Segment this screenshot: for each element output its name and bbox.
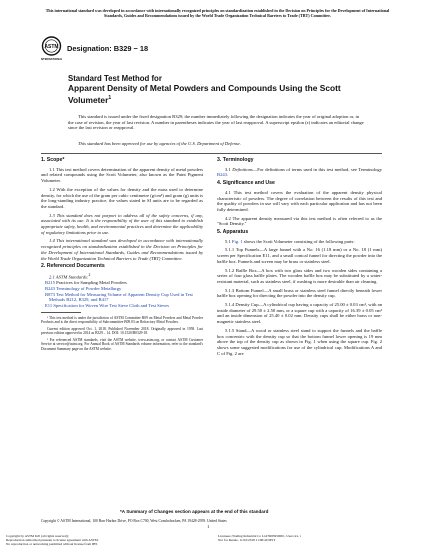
refs-intro	[41, 273, 203, 280]
left-column	[41, 158, 203, 353]
footnote-1b: Current edition approved Oct. 1, 2018. Published November 2018. Originally approved in 1958. Last previous edition approved in 2014 as B329 – 14. DOI: 10.1520/B0329-18.	[41, 326, 203, 336]
scope-heading: 1. Scope*	[41, 157, 65, 163]
ref-link-e11[interactable]: E11	[45, 303, 53, 308]
terminology-heading: 3. Terminology	[217, 157, 254, 163]
license-note-right: Licensee=Trading Industrial Co Ltd/5995950001, User=xx, r Not for Resale, 11/02/2018 11:06:40 MST	[218, 534, 301, 543]
title-line1: Standard Test Method for	[68, 74, 162, 83]
document-title-text: Apparent Density of Metal Powders and Compounds Using the Scott Volumeter	[68, 83, 341, 105]
ref-link-b243[interactable]: B243	[45, 285, 55, 291]
para-5-1-num: 5.1	[225, 238, 232, 244]
document-title	[68, 84, 378, 105]
para-3-1-num: 3.1	[225, 166, 233, 172]
para-3-1-text: —For definitions of terms used in this test method, see Terminology	[252, 166, 383, 172]
approval-note: This standard has been approved for use by agencies of the U.S. Department of Defense.	[78, 141, 241, 146]
para-4-1: 4.1 This test method covers the evaluation of the apparent density physical characteristic of powders. The degree of correlation between the results of this test and the quality of powders in use will vary with each particular application and has not been fully determined.	[217, 189, 382, 212]
ref-text: Terminology of Powder Metallurgy	[54, 285, 122, 291]
title-footnote-mark: 1	[108, 94, 112, 101]
designation: Designation: B329 − 18	[67, 44, 149, 53]
refs-intro-text: 2.1 ASTM Standards:	[49, 274, 89, 280]
para-5-1-text: shows the Scott Volumeter consisting of the following parts:	[242, 238, 355, 244]
para-3-1-end: .	[226, 172, 229, 178]
license-note-left: Copyright by ASTM Int'l (all rights reserved); Reproduction authorized pursuant to license agreement with ASTM. No reproduction or networking permitted without license from IHS	[6, 534, 99, 547]
footnote-2: ² For referenced ASTM standards, visit the ASTM website, www.astm.org, or contact ASTM Customer Service at service@astm.org. For Annual Book of ASTM Standards volume information, refer to the standard's Document Summary page on the ASTM website.	[41, 337, 203, 351]
ref-item	[41, 303, 203, 309]
ref-link-b215[interactable]: B215	[45, 280, 55, 286]
para-5-1-1: 5.1.1 Top Funnels—A large funnel with a No. 16 (1.18 mm) or a No. 18 (1 mm) screen per Specification E11, and a small conical funnel for directing the powder into the baffle box. Funnels and screen may be brass or stainless steel.	[217, 247, 382, 264]
para-5-1-5: 5.1.5 Stand—A wood or stainless steel stand to support the funnels and the baffle box concentric with the density cup so that the bottom funnel lower opening is 19 mm above the top of the density cup as shown in Fig. 1 when using the square cup. Fig. 2 shows some suggested modifications for use of the cylindrical cup. Modifications A and C of Fig. 2 are	[217, 327, 382, 356]
astm-logo-icon	[41, 36, 62, 63]
significance-heading: 4. Significance and Use	[217, 180, 275, 187]
para-5-1-4: 5.1.4 Density Cup—A cylindrical cup having a capacity of 25.00 ± 0.03 cm³, with an inside diameter of 29.50 ± 2.50 mm, or a square cup with a capacity of 16.39 ± 0.05 cm³ and an inside dimension of 25.40 ± 0.02 mm. Density cups shall be either brass or non-magnetic stainless steel.	[217, 302, 382, 325]
para-1-1: 1.1 This test method covers determination of the apparent density of metal powders and related compounds using the Scott Volumeter, also known as the Paint Pigment Volumeter.	[41, 166, 203, 184]
ref-item	[41, 292, 203, 303]
logo-subtext: INTERNATIONAL	[41, 57, 62, 61]
divider	[41, 153, 382, 154]
link-fig-1[interactable]: Fig. 1	[231, 238, 243, 244]
para-1-4: 1.4 This international standard was developed in accordance with internationally recognized principles on standardization established in the Decision on Principles for the Development of International Standards, Guides and Recommendations issued by the World Trade Organization Technical Barriers to Trade (TBT) Committee.	[41, 238, 203, 261]
ref-link-b873[interactable]: B873	[45, 291, 55, 297]
copyright-line: Copyright © ASTM International, 100 Barr Harbor Drive, PO Box C700, West Conshohocken, PA 19428-2959. United States	[41, 519, 227, 523]
ref-text: Specification for Woven Wire Test Sieve Cloth and Test Sieves	[52, 303, 170, 308]
refs-list	[41, 273, 203, 309]
link-b243[interactable]: B243	[217, 172, 227, 178]
issued-note: This standard is issued under the fixed designation B329; the number immediately following the designation indicates the year of original adoption or, in the case of revision, the year of last revision. A number in parentheses indicates the year of last reapproval. A superscript epsilon (ε) indicates an editorial change since the last revision or reapproval.	[68, 114, 364, 131]
para-3-1-term: Definitions	[232, 166, 253, 172]
wto-notice: This international standard was developed in accordance with internationally recognized principles on standardization established in the Decision on Principles for the Development of International Standards, Guides and Recommendations issued by the World Trade Organization Technical Barriers to Trade (TBT) Committee.	[45, 8, 390, 18]
refs-intro-sup: 2	[88, 272, 91, 277]
para-4-2: 4.2 The apparent density measured via this test method is often referred to as the "Scott Density."	[217, 215, 382, 227]
page-number: 1	[207, 524, 210, 529]
ref-text: Test Method for Measuring Volume of Apparent Density Cup Used in Test Methods B212, B329, and B417	[49, 291, 193, 303]
footnote-1: ¹ This test method is under the jurisdiction of ASTM Committee B09 on Metal Powders and Metal Powder Products and is the direct responsibility of Subcommittee B09.03 on Refractory Metal Powders.	[41, 315, 203, 325]
logo-text: ASTM	[44, 44, 59, 50]
para-5-1	[217, 239, 382, 245]
refs-heading: 2. Referenced Documents	[41, 263, 105, 270]
para-3-1	[217, 167, 382, 178]
ref-text: Practices for Sampling Metal Powders	[54, 280, 127, 286]
para-1-3: 1.3 This standard does not purport to address all of the safety concerns, if any, associated with its use. It is the responsibility of the user of this standard to establish appropriate safety, health, and environmental practices and determine the applicability of regulatory limitations prior to use.	[41, 212, 203, 235]
para-1-2: 1.2 With the exception of the values for density and the mass used to determine density, for which the use of the gram per cubic centimetre (g/cm³) and gram (g) units is the long-standing industry practice, the values stated in SI units are to be regarded as the standard.	[41, 186, 203, 209]
apparatus-heading: 5. Apparatus	[217, 229, 249, 236]
para-5-1-2: 5.1.2 Baffle Box—A box with two glass sides and two wooden sides containing a series of four glass baffle plates. The wooden baffle box may be substituted by a water-resistant material, such as stainless steel, if washing is more desirable than air cleaning.	[217, 267, 382, 284]
summary-of-changes-note: *A Summary of Changes section appears at the end of this standard	[120, 509, 269, 514]
right-column	[217, 158, 382, 359]
footnote-divider	[41, 312, 81, 313]
para-5-1-3: 5.1.3 Bottom Funnel—A small brass or stainless steel funnel directly beneath lower baffle box opening for directing the powder into the density cup.	[217, 287, 382, 299]
